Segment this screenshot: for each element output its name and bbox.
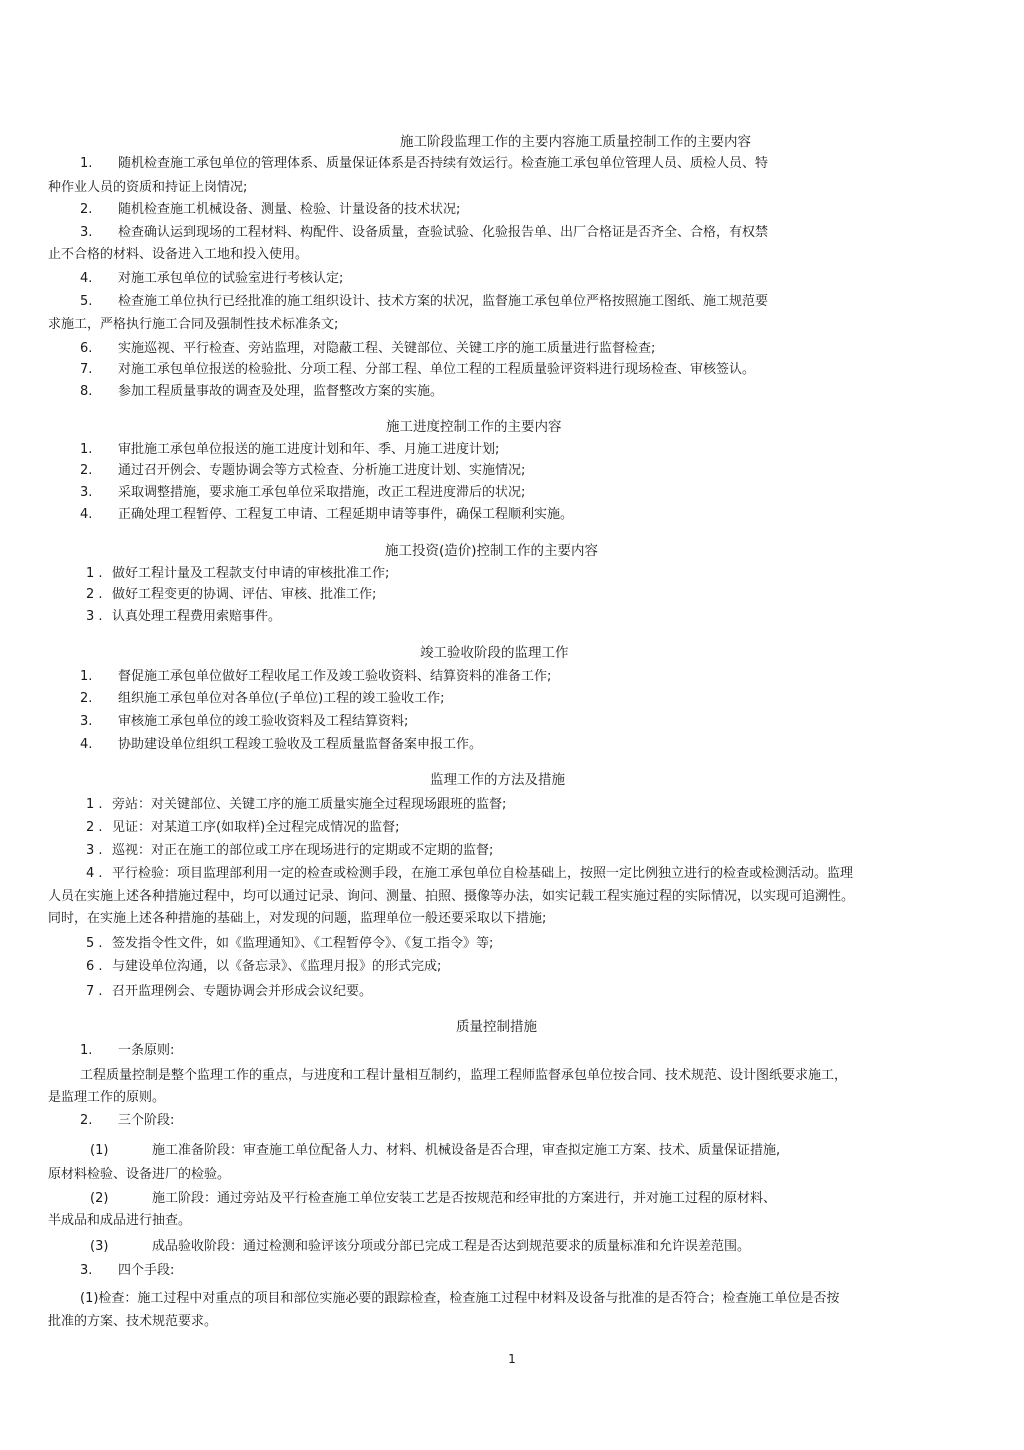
- list-item-number: 6.: [80, 341, 93, 356]
- list-item-text: 采取调整措施，要求施工承包单位采取措施，改正工程进度滞后的状况;: [118, 485, 526, 500]
- list-item-text: 组织施工承包单位对各单位(子单位)工程的竣工验收工作;: [118, 691, 445, 706]
- stage-text: 成品验收阶段：通过检测和验评该分项或分部已完成工程是否达到规范要求的质量标准和允许误差范围。: [152, 1239, 751, 1254]
- list-item-number: 4 .: [86, 866, 103, 881]
- list-item-number: 7 .: [86, 984, 103, 999]
- stage-text: 施工阶段：通过旁站及平行检查施工单位安装工艺是否按规范和经审批的方案进行，并对施工过程的原材料、: [152, 1191, 777, 1206]
- list-item-number: 5 .: [86, 936, 103, 951]
- section-title: 质量控制措施: [456, 1019, 537, 1035]
- list-item-number: 7.: [80, 362, 93, 377]
- list-item-continuation: 种作业人员的资质和持证上岗情况;: [48, 180, 248, 195]
- list-item-number: 4.: [80, 271, 93, 286]
- section-title: 监理工作的方法及措施: [430, 772, 565, 788]
- list-item-number: 2.: [80, 202, 93, 217]
- list-item-number: 2.: [80, 463, 93, 478]
- list-item-text: 对施工承包单位的试验室进行考核认定;: [118, 271, 344, 286]
- list-item-heading: 一条原则:: [118, 1043, 175, 1058]
- paragraph-continuation: 是监理工作的原则。: [48, 1090, 166, 1105]
- page-number: 1: [508, 1352, 516, 1366]
- list-item-number: 6 .: [86, 959, 103, 974]
- list-item-text: 实施巡视、平行检查、旁站监理，对隐蔽工程、关键部位、关键工序的施工质量进行监督检查;: [118, 341, 656, 356]
- list-item-text: 督促施工承包单位做好工程收尾工作及竣工验收资料、结算资料的准备工作;: [118, 669, 552, 684]
- list-item-number: 3 .: [86, 609, 103, 624]
- stage-continuation: 半成品和成品进行抽查。: [48, 1213, 192, 1228]
- list-item-number: 5.: [80, 294, 93, 309]
- list-item-text: 旁站：对关键部位、关键工序的施工质量实施全过程现场跟班的监督;: [112, 797, 507, 812]
- paragraph-text: 工程质量控制是整个监理工作的重点，与进度和工程计量相互制约，监理工程师监督承包单位按合同、技术规范、设计图纸要求施工，: [80, 1068, 848, 1083]
- paragraph-text: (1)检查：施工过程中对重点的项目和部位实施必要的跟踪检查，检查施工过程中材料及设备与批准的是否符合；检查施工单位是否按: [80, 1291, 840, 1306]
- list-item-text: 与建设单位沟通，以《备忘录》、《监理月报》的形式完成;: [112, 959, 442, 974]
- list-item-text: 见证：对某道工序(如取样)全过程完成情况的监督;: [112, 820, 400, 835]
- list-item-number: 3.: [80, 714, 93, 729]
- list-item-text: 随机检查施工承包单位的管理体系、质量保证体系是否持续有效运行。检查施工承包单位管理人员、质检人员、特: [118, 156, 769, 171]
- list-item-number: 3.: [80, 1263, 93, 1278]
- stage-number: (2): [90, 1191, 109, 1206]
- list-item-text: 检查施工单位执行已经批准的施工组织设计、技术方案的状况，监督施工承包单位严格按照施工图纸、施工规范要: [118, 294, 769, 309]
- list-item-continuation: 求施工，严格执行施工合同及强制性技术标准条文;: [48, 317, 339, 332]
- paragraph-continuation: 批准的方案、技术规范要求。: [48, 1314, 218, 1329]
- stage-number: (1): [90, 1143, 109, 1158]
- list-item-text: 签发指令性文件，如《监理通知》、《工程暂停令》、《复工指令》等;: [112, 936, 494, 951]
- list-item-number: 8.: [80, 384, 93, 399]
- list-item-text: 参加工程质量事故的调查及处理，监督整改方案的实施。: [118, 384, 444, 399]
- list-item-text: 做好工程变更的协调、评估、审核、批准工作;: [112, 587, 377, 602]
- list-item-text: 认真处理工程费用索赔事件。: [112, 609, 282, 624]
- list-item-number: 1 .: [86, 566, 103, 581]
- list-item-text: 检查确认运到现场的工程材料、构配件、设备质量，查验试验、化验报告单、出厂合格证是否齐全、合格，有权禁: [118, 225, 769, 240]
- list-item-text: 正确处理工程暂停、工程复工申请、工程延期申请等事件，确保工程顺利实施。: [118, 507, 574, 522]
- list-item-number: 3.: [80, 485, 93, 500]
- section-title: 施工投资(造价)控制工作的主要内容: [385, 543, 599, 559]
- list-item-number: 4.: [80, 507, 93, 522]
- list-item-number: 1.: [80, 156, 93, 171]
- list-item-text: 做好工程计量及工程款支付申请的审核批准工作;: [112, 566, 390, 581]
- list-item-number: 4.: [80, 737, 93, 752]
- list-item-number: 3.: [80, 225, 93, 240]
- list-item-text: 召开监理例会、专题协调会并形成会议纪要。: [112, 984, 373, 999]
- list-item-continuation: 同时，在实施上述各种措施的基础上，对发现的问题，监理单位一般还要采取以下措施;: [48, 911, 547, 926]
- list-item-text: 审核施工承包单位的竣工验收资料及工程结算资料;: [118, 714, 409, 729]
- list-item-number: 1.: [80, 669, 93, 684]
- section-title: 施工进度控制工作的主要内容: [386, 419, 562, 435]
- stage-number: (3): [90, 1239, 109, 1254]
- list-item-number: 1 .: [86, 797, 103, 812]
- stage-continuation: 原材料检验、设备进厂的检验。: [48, 1167, 231, 1182]
- list-item-number: 3 .: [86, 843, 103, 858]
- list-item-continuation: 止不合格的材料、设备进入工地和投入使用。: [48, 247, 309, 262]
- list-item-number: 2.: [80, 691, 93, 706]
- list-item-heading: 四个手段:: [118, 1263, 175, 1278]
- list-item-number: 1.: [80, 442, 93, 457]
- list-item-text: 平行检验：项目监理部利用一定的检查或检测手段，在施工承包单位自检基础上，按照一定比例独立进行的检查或检测活动。监理: [112, 866, 854, 881]
- list-item-number: 2 .: [86, 820, 103, 835]
- list-item-number: 2 .: [86, 587, 103, 602]
- list-item-number: 1.: [80, 1043, 93, 1058]
- list-item-continuation: 人员在实施上述各种措施过程中，均可以通过记录、询问、测量、拍照、摄像等办法，如实记载工程实施过程的实际情况，以实现可追溯性。: [48, 889, 855, 904]
- list-item-text: 随机检查施工机械设备、测量、检验、计量设备的技术状况;: [118, 202, 461, 217]
- stage-text: 施工准备阶段：审查施工单位配备人力、材料、机械设备是否合理，审查拟定施工方案、技术、质量保证措施,: [152, 1143, 781, 1158]
- list-item-text: 审批施工承包单位报送的施工进度计划和年、季、月施工进度计划;: [118, 442, 500, 457]
- list-item-text: 巡视：对正在施工的部位或工序在现场进行的定期或不定期的监督;: [112, 843, 494, 858]
- list-item-text: 对施工承包单位报送的检验批、分项工程、分部工程、单位工程的工程质量验评资料进行现场检查、审核签认。: [118, 362, 756, 377]
- list-item-text: 协助建设单位组织工程竣工验收及工程质量监督备案申报工作。: [118, 737, 483, 752]
- list-item-number: 2.: [80, 1113, 93, 1128]
- section-title: 竣工验收阶段的监理工作: [420, 645, 569, 661]
- list-item-heading: 三个阶段:: [118, 1113, 175, 1128]
- main-title: 施工阶段监理工作的主要内容施工质量控制工作的主要内容: [400, 134, 751, 150]
- list-item-text: 通过召开例会、专题协调会等方式检查、分析施工进度计划、实施情况;: [118, 463, 526, 478]
